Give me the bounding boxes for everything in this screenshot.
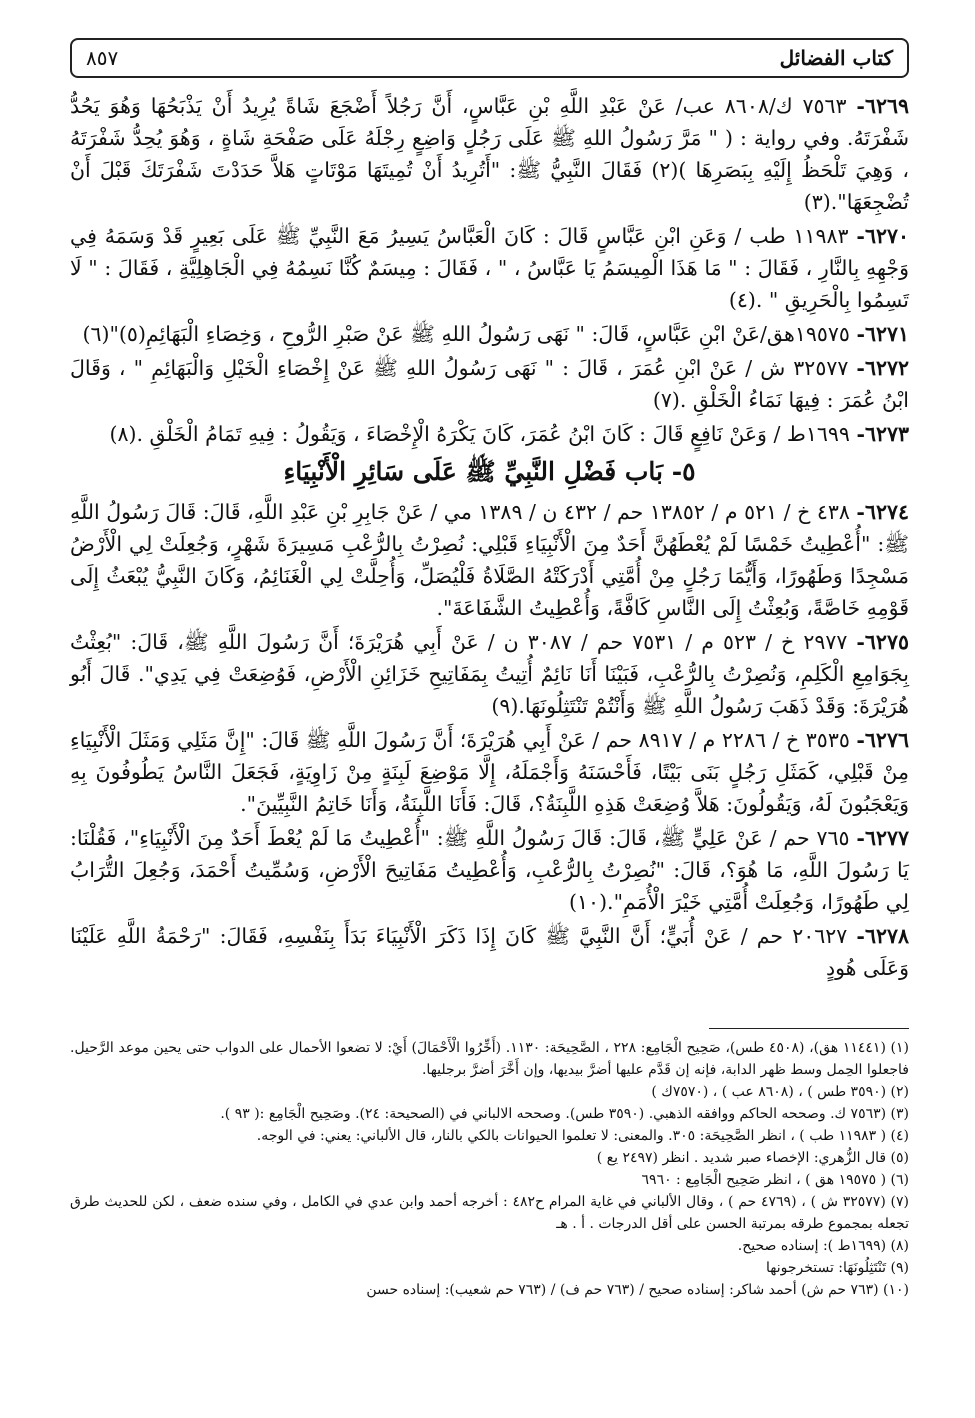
page-body <box>70 90 909 1301</box>
hadith-6272 <box>70 352 909 416</box>
hadith-number: ٦٢٦٩- <box>856 94 909 118</box>
page-number: ٨٥٧ <box>86 46 119 70</box>
hadith-number: ٦٢٧٣- <box>856 422 909 446</box>
footnote: (٦) ( ١٩٥٧٥ هق ) ، انظر صَحِيح الْجَامِع : ٦٩٦٠ <box>641 1172 909 1188</box>
hadith-number: ٦٢٧١- <box>856 322 909 346</box>
hadith-text: ١٦٩٩ط / وَعَنْ نَافِعٍ قَالَ : كَانَ ابْنُ عُمَرَ، كَانَ يَكْرَهُ الْإِخْصَاءَ ، وَيَقُولُ : فِيهِ تَمَامُ الْخَلْقِ .(٨) <box>109 422 850 446</box>
footnote: (٢) (٣٥٩٠ طس ) ، (٨٦٠٨ عب ) ، (٧٥٧٠ك ) <box>651 1084 909 1100</box>
chapter-title: ٥- بَاب فَضْلِ النَّبِيِّ ﷺ عَلَى سَائِرِ الْأَنْبِيَاءِ <box>283 457 696 486</box>
hadith-number: ٦٢٧٨- <box>856 924 909 948</box>
footnote: (٥) قال الزُّهري: الإخصاء صبر شديد . انظر (٢٤٩٧ يع ) <box>596 1150 909 1166</box>
hadith-6273 <box>70 418 909 450</box>
hadith-text: ٣٢٥٧٧ ش / عَنْ ابْنِ عُمَرَ ، قَالَ : " نَهَى رَسُولُ اللهِ ﷺ عَنْ إِخْصَاءِ الْخَيْلِ وَالْبَهَائِمِ " ، وَقَالَ ابْنُ عُمَرَ : فِيهَا نَمَاءُ الْخَلْقِ .(٧) <box>70 356 909 412</box>
footnote: (٩) تَنْتَثِلُونَهَا: تستخرجونها <box>765 1260 909 1276</box>
hadith-text: ١٩٥٧٥هق/عَنْ ابْنِ عَبَّاسٍ، قَالَ: " نَهَى رَسُولُ اللهِ ﷺ عَنْ صَبْرِ الرُّوحِ ، وَخِصَاءِ الْبَهَائِمِ(٥)"(٦) <box>82 322 850 346</box>
hadith-6269 <box>70 90 909 218</box>
hadith-text: ٢٩٧٧ خ / ٥٢٣ م / ٧٥٣١ حم / ٣٠٨٧ ن / عَنْ أَبِي هُرَيْرَةَ؛ أَنَّ رَسُولَ اللَّهِ ﷺ، قَالَ: "بُعِثْتُ بِجَوَامِعِ الْكَلِمِ، وَنُصِرْتُ بِالرُّعْبِ، فَبَيْنَا أَنَا نَائِمٌ أُتِيتُ بِمَفَاتِيحِ خَزَائِنِ الْأَرْضِ، فَوُضِعَتْ فِي يَدِي". قَالَ أَبُو هُرَيْرَةَ: وَقَدْ ذَهَبَ رَسُولُ اللَّهِ ﷺ وَأَنْتُمْ تَنْتَثِلُونَهَا.(٩) <box>70 630 909 718</box>
hadith-number: ٦٢٧٧- <box>856 826 909 850</box>
hadith-6278 <box>70 920 909 984</box>
hadith-text: ١١٩٨٣ طب / وَعَنِ ابْنِ عَبَّاسٍ قَالَ : كَانَ الْعَبَّاسُ يَسِيرُ مَعَ النَّبِيِّ ﷺ عَلَى بَعِيرٍ قَدْ وَسَمَهُ فِي وَجْهِهِ بِالنَّارِ ، فَقَالَ : " مَا هَذَا الْمِيسَمُ يَا عَبَّاسُ ، " ، فَقَالَ : مِيسَمٌ كُنَّا نَسِمُهُ فِي الْجَاهِلِيَّةِ ، فَقَالَ : " لَا تَسِمُوا بِالْحَرِيقِ " .(٤) <box>70 224 909 312</box>
hadith-6270 <box>70 220 909 316</box>
hadith-6276 <box>70 724 909 820</box>
footnotes <box>70 1037 909 1301</box>
hadith-text: ٧٥٦٣ ك/٨٦٠٨ عب/ عَنْ عَبْدِ اللَّهِ بْنِ عَبَّاسٍ، أَنَّ رَجُلاً أَضْجَعَ شَاةً يُرِيدُ أَنْ يَذْبَحُهَا وَهُوَ يَحُدُّ شَفْرَتَهُ. وفي رواية : ( " مَرَّ رَسُولُ اللهِ ﷺ عَلَى رَجُلٍ وَاضِعٍ رِجْلَهُ عَلَى صَفْحَةِ شَاةٍ ، وَهُوَ يُحِدُّ شَفْرَتَهُ ، وَهِيَ تَلْحَظُ إِلَيْهِ بِبَصَرِهَا )(٢) فَقَالَ النَّبِيُّ ﷺ: "أَتُرِيدُ أَنْ تُمِيتَهَا مَوْتَاتٍ هَلاَّ حَدَدْتَ شَفْرَتَكَ قَبْلَ أَنْ تُضْجِعَهَا".(٣) <box>70 94 909 214</box>
hadith-text: ٢٠٦٢٧ حم / عَنْ أُبَيٍّ؛ أَنَّ النَّبِيَّ ﷺ كَانَ إِذَا ذَكَرَ الْأَنْبِيَاءَ بَدَأَ بِنَفْسِهِ، فَقَالَ: "رَحْمَةُ اللَّهِ عَلَيْنَا وَعَلَى هُودٍ <box>70 924 909 980</box>
hadith-number: ٦٢٧٥- <box>856 630 909 654</box>
page <box>70 38 909 1301</box>
hadith-text: ٣٥٣٥ خ / ٢٢٨٦ م / ٨٩١٧ حم / عَنْ أَبِي هُرَيْرَةَ؛ أَنَّ رَسُولَ اللَّهِ ﷺ قَالَ: "إِنَّ مَثَلِي وَمَثَلَ الْأَنْبِيَاءِ مِنْ قَبْلِي، كَمَثَلِ رَجُلٍ بَنَى بَيْتًا، فَأَحْسَنَهُ وَأَجْمَلَهُ، إِلَّا مَوْضِعَ لَبِنَةٍ مِنْ زَاوِيَةٍ، فَجَعَلَ النَّاسُ يَطُوفُونَ بِهِ وَيَعْجَبُونَ لَهُ، وَيَقُولُونَ: هَلاَّ وُضِعَتْ هَذِهِ اللَّبِنَةُ؟، قَالَ: فَأَنَا اللَّبِنَةُ، وَأَنَا خَاتِمُ النَّبِيِّينَ". <box>70 728 909 816</box>
hadith-6275 <box>70 626 909 722</box>
hadith-6274 <box>70 496 909 624</box>
hadith-text: ٤٣٨ خ / ٥٢١ م / ١٣٨٥٢ حم / ٤٣٢ ن / ١٣٨٩ مي / عَنْ جَابِرِ بْنِ عَبْدِ اللَّهِ، قَالَ: قَالَ رَسُولُ اللَّهِ ﷺ: "أُعْطِيتُ خَمْسًا لَمْ يُعْطَهُنَّ أَحَدٌ مِنَ الْأَنْبِيَاءِ قَبْلِي: نُصِرْتُ بِالرُّعْبِ مَسِيرَةَ شَهْرٍ، وَجُعِلَتْ لِي الْأَرْضُ مَسْجِدًا وَطَهُورًا، وَأَيُّمَا رَجُلٍ مِنْ أُمَّتِي أَدْرَكَتْهُ الصَّلَاةُ فَلْيُصَلِّ، وَأُحِلَّتْ لِي الْغَنَائِمُ، وَكَانَ النَّبِيُّ يُبْعَثُ إِلَى قَوْمِهِ خَاصَّةً، وَبُعِثْتُ إِلَى النَّاسِ كَافَّةً، وَأُعْطِيتُ الشَّفَاعَةَ". <box>70 500 909 620</box>
hadith-text: ٧٦٥ حم / عَنْ عَلِيٍّ ﷺ، قَالَ: قَالَ رَسُولُ اللَّهِ ﷺ: "أُعْطِيتُ مَا لَمْ يُعْطَ أَحَدٌ مِنَ الْأَنْبِيَاءِ"، فَقُلْنَا: يَا رَسُولَ اللَّهِ، مَا هُوَ؟، قَالَ: "نُصِرْتُ بِالرُّعْبِ، وَأُعْطِيتُ مَفَاتِيحَ الْأَرْضِ، وَسُمِّيتُ أَحْمَدَ، وَجُعِلَ التُّرَابُ لِي طَهُورًا، وَجُعِلَتْ أُمَّتِي خَيْرَ الْأُمَمِ".(١٠) <box>70 826 909 914</box>
footnote: (٧) (٣٢٥٧٧ ش ) ، (٤٧٦٩ حم ) ، وقال الألباني في غاية المرام ح٤٨٢ : أخرجه أحمد وابن عدي في الكامل ، وفي سنده ضعف ، لكن للحديث طرق تجعله بمجموع طرقه بمرتبة الحسن على أقل الدرجات . أ . هـ <box>70 1194 910 1232</box>
footnote: (٤) ( ١١٩٨٣ طب ) ، انظر الصَّحِيحَة: ٣٠٥. والمعنى: لا تعلموا الحيوانات بالكي بالنار، قال الألباني: يعني: في الوجه. <box>256 1128 909 1144</box>
footnote-separator <box>709 1028 909 1029</box>
book-title: كتاب الفضائل <box>779 46 893 70</box>
hadith-number: ٦٢٧٦- <box>856 728 909 752</box>
hadith-number: ٦٢٧٠- <box>856 224 909 248</box>
hadith-number: ٦٢٧٤- <box>856 500 909 524</box>
footnote: (٨) (١٦٩٩ط ): إسناده صحيح. <box>737 1238 909 1254</box>
hadith-number: ٦٢٧٢- <box>856 356 909 380</box>
hadith-6271 <box>70 318 909 350</box>
footnote: (١) (١١٤٤١ هق)، (٤٥٠٨ طس)، صَحِيح الْجَامِع: ٢٢٨ ، الصَّحِيحَة: ١١٣٠. (أَخِّرُوا الْأَحْمَالَ) أَيْ: لا تضعوا الأحمال على الدواب حتى يحين موعد الرَّحيل. فاجعلوا الحِمل وسط ظهر الدابة، فإنه إن قَدَّم عليها أضرَّ بيديها، وإن أَخَّرَ أضرَّ برجليها. <box>70 1040 910 1078</box>
footnote: (١٠) (٧٦٣ حم ش) أحمد شاكر: إسناده صحيح / (٧٦٣ حم ف) / (٧٦٣ حم شعيب): إسناده حسن <box>366 1282 909 1298</box>
page-header <box>70 38 909 78</box>
footnote: (٣) (٧٥٦٣ ك. وصححه الحاكم ووافقه الذهبي. (٣٥٩٠ طس). وصححه الالباني في (الصحيحة: ٢٤). وصَحِيح الْجَامِع :( ٩٣ ). <box>220 1106 909 1122</box>
hadith-6277 <box>70 822 909 918</box>
